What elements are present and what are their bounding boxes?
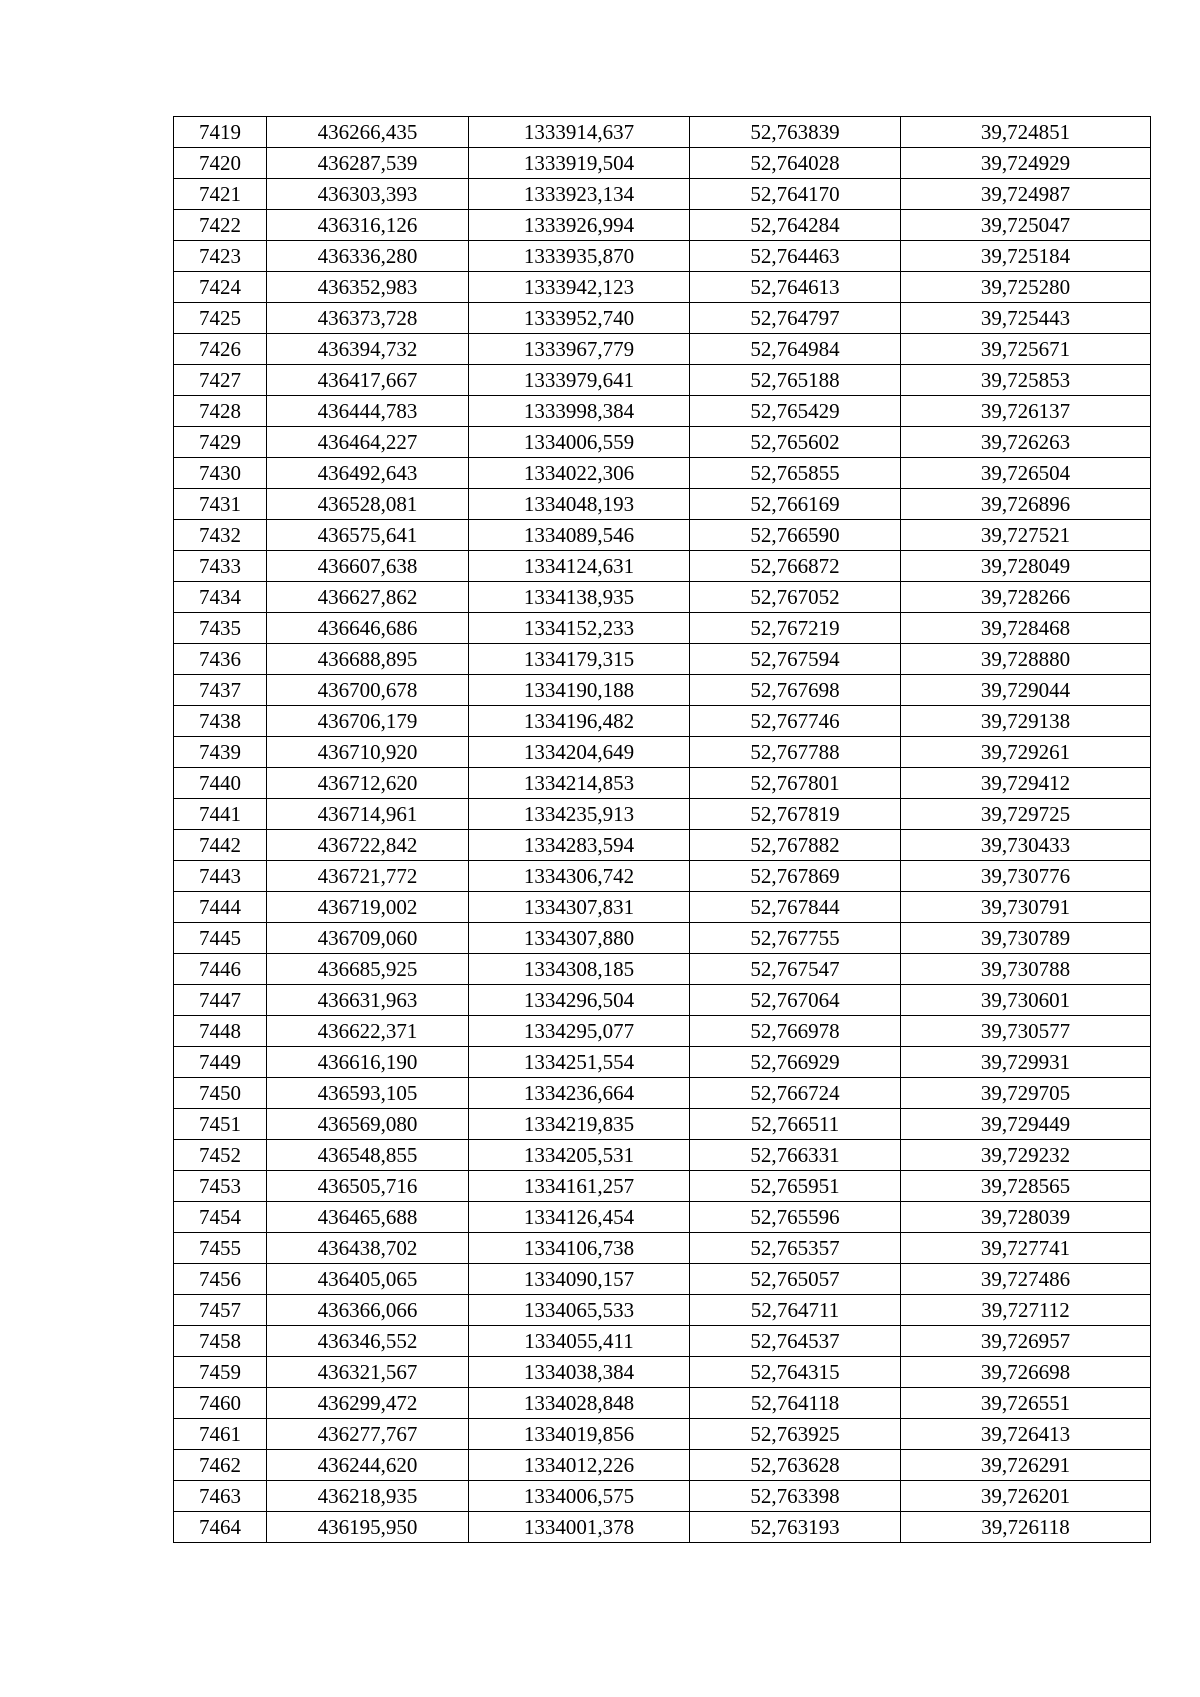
longitude-cell: 39,728039: [901, 1202, 1151, 1233]
longitude-cell: 39,726201: [901, 1481, 1151, 1512]
longitude-cell: 39,725671: [901, 334, 1151, 365]
latitude-cell: 52,766590: [690, 520, 901, 551]
x-coordinate-cell: 436287,539: [267, 148, 469, 179]
longitude-cell: 39,728266: [901, 582, 1151, 613]
latitude-cell: 52,767819: [690, 799, 901, 830]
y-coordinate-cell: 1334236,664: [469, 1078, 690, 1109]
x-coordinate-cell: 436465,688: [267, 1202, 469, 1233]
x-coordinate-cell: 436316,126: [267, 210, 469, 241]
point-number-cell: 7459: [174, 1357, 267, 1388]
table-row: [174, 458, 1151, 489]
x-coordinate-cell: 436417,667: [267, 365, 469, 396]
y-coordinate-cell: 1334152,233: [469, 613, 690, 644]
point-number-cell: 7422: [174, 210, 267, 241]
longitude-cell: 39,726118: [901, 1512, 1151, 1543]
coordinates-table: [173, 116, 1151, 1543]
latitude-cell: 52,764711: [690, 1295, 901, 1326]
table-row: [174, 210, 1151, 241]
longitude-cell: 39,726504: [901, 458, 1151, 489]
table-row: [174, 1481, 1151, 1512]
y-coordinate-cell: 1333952,740: [469, 303, 690, 334]
x-coordinate-cell: 436685,925: [267, 954, 469, 985]
point-number-cell: 7442: [174, 830, 267, 861]
longitude-cell: 39,725853: [901, 365, 1151, 396]
x-coordinate-cell: 436277,767: [267, 1419, 469, 1450]
x-coordinate-cell: 436622,371: [267, 1016, 469, 1047]
table-row: [174, 1450, 1151, 1481]
latitude-cell: 52,767755: [690, 923, 901, 954]
point-number-cell: 7430: [174, 458, 267, 489]
longitude-cell: 39,725280: [901, 272, 1151, 303]
latitude-cell: 52,764284: [690, 210, 901, 241]
table-row: [174, 1357, 1151, 1388]
table-row: [174, 1078, 1151, 1109]
latitude-cell: 52,764984: [690, 334, 901, 365]
y-coordinate-cell: 1334296,504: [469, 985, 690, 1016]
point-number-cell: 7455: [174, 1233, 267, 1264]
x-coordinate-cell: 436706,179: [267, 706, 469, 737]
longitude-cell: 39,730791: [901, 892, 1151, 923]
longitude-cell: 39,728880: [901, 644, 1151, 675]
point-number-cell: 7420: [174, 148, 267, 179]
table-row: [174, 954, 1151, 985]
y-coordinate-cell: 1334006,559: [469, 427, 690, 458]
x-coordinate-cell: 436464,227: [267, 427, 469, 458]
table-row: [174, 1512, 1151, 1543]
y-coordinate-cell: 1334012,226: [469, 1450, 690, 1481]
longitude-cell: 39,727486: [901, 1264, 1151, 1295]
x-coordinate-cell: 436346,552: [267, 1326, 469, 1357]
longitude-cell: 39,729725: [901, 799, 1151, 830]
table-row: [174, 334, 1151, 365]
y-coordinate-cell: 1334161,257: [469, 1171, 690, 1202]
y-coordinate-cell: 1334235,913: [469, 799, 690, 830]
point-number-cell: 7435: [174, 613, 267, 644]
latitude-cell: 52,763628: [690, 1450, 901, 1481]
table-row: [174, 861, 1151, 892]
table-row: [174, 427, 1151, 458]
table-row: [174, 892, 1151, 923]
y-coordinate-cell: 1334106,738: [469, 1233, 690, 1264]
table-row: [174, 1233, 1151, 1264]
latitude-cell: 52,767547: [690, 954, 901, 985]
table-row: [174, 644, 1151, 675]
point-number-cell: 7453: [174, 1171, 267, 1202]
y-coordinate-cell: 1334204,649: [469, 737, 690, 768]
y-coordinate-cell: 1333979,641: [469, 365, 690, 396]
latitude-cell: 52,765596: [690, 1202, 901, 1233]
x-coordinate-cell: 436719,002: [267, 892, 469, 923]
y-coordinate-cell: 1333967,779: [469, 334, 690, 365]
longitude-cell: 39,730601: [901, 985, 1151, 1016]
y-coordinate-cell: 1334295,077: [469, 1016, 690, 1047]
y-coordinate-cell: 1334126,454: [469, 1202, 690, 1233]
x-coordinate-cell: 436303,393: [267, 179, 469, 210]
table-row: [174, 737, 1151, 768]
point-number-cell: 7441: [174, 799, 267, 830]
y-coordinate-cell: 1334022,306: [469, 458, 690, 489]
point-number-cell: 7446: [174, 954, 267, 985]
table-row: [174, 582, 1151, 613]
point-number-cell: 7452: [174, 1140, 267, 1171]
table-row: [174, 520, 1151, 551]
latitude-cell: 52,766169: [690, 489, 901, 520]
x-coordinate-cell: 436722,842: [267, 830, 469, 861]
y-coordinate-cell: 1333942,123: [469, 272, 690, 303]
longitude-cell: 39,728565: [901, 1171, 1151, 1202]
table-row: [174, 1016, 1151, 1047]
y-coordinate-cell: 1334179,315: [469, 644, 690, 675]
longitude-cell: 39,727741: [901, 1233, 1151, 1264]
point-number-cell: 7443: [174, 861, 267, 892]
longitude-cell: 39,729449: [901, 1109, 1151, 1140]
point-number-cell: 7457: [174, 1295, 267, 1326]
x-coordinate-cell: 436710,920: [267, 737, 469, 768]
point-number-cell: 7445: [174, 923, 267, 954]
point-number-cell: 7429: [174, 427, 267, 458]
latitude-cell: 52,766872: [690, 551, 901, 582]
x-coordinate-cell: 436709,060: [267, 923, 469, 954]
longitude-cell: 39,729232: [901, 1140, 1151, 1171]
longitude-cell: 39,726551: [901, 1388, 1151, 1419]
x-coordinate-cell: 436366,066: [267, 1295, 469, 1326]
table-row: [174, 241, 1151, 272]
table-row: [174, 365, 1151, 396]
latitude-cell: 52,766331: [690, 1140, 901, 1171]
table-row: [174, 1140, 1151, 1171]
point-number-cell: 7440: [174, 768, 267, 799]
point-number-cell: 7421: [174, 179, 267, 210]
table-row: [174, 1388, 1151, 1419]
latitude-cell: 52,765057: [690, 1264, 901, 1295]
longitude-cell: 39,726291: [901, 1450, 1151, 1481]
latitude-cell: 52,764170: [690, 179, 901, 210]
y-coordinate-cell: 1334138,935: [469, 582, 690, 613]
x-coordinate-cell: 436244,620: [267, 1450, 469, 1481]
x-coordinate-cell: 436195,950: [267, 1512, 469, 1543]
longitude-cell: 39,726698: [901, 1357, 1151, 1388]
latitude-cell: 52,767698: [690, 675, 901, 706]
longitude-cell: 39,725184: [901, 241, 1151, 272]
x-coordinate-cell: 436394,732: [267, 334, 469, 365]
y-coordinate-cell: 1333998,384: [469, 396, 690, 427]
point-number-cell: 7464: [174, 1512, 267, 1543]
point-number-cell: 7451: [174, 1109, 267, 1140]
longitude-cell: 39,724851: [901, 117, 1151, 148]
latitude-cell: 52,764315: [690, 1357, 901, 1388]
table-row: [174, 551, 1151, 582]
y-coordinate-cell: 1334205,531: [469, 1140, 690, 1171]
latitude-cell: 52,764537: [690, 1326, 901, 1357]
y-coordinate-cell: 1334219,835: [469, 1109, 690, 1140]
x-coordinate-cell: 436505,716: [267, 1171, 469, 1202]
latitude-cell: 52,767788: [690, 737, 901, 768]
longitude-cell: 39,729138: [901, 706, 1151, 737]
table-row: [174, 799, 1151, 830]
longitude-cell: 39,729705: [901, 1078, 1151, 1109]
latitude-cell: 52,767801: [690, 768, 901, 799]
y-coordinate-cell: 1333919,504: [469, 148, 690, 179]
table-row: [174, 1047, 1151, 1078]
point-number-cell: 7448: [174, 1016, 267, 1047]
x-coordinate-cell: 436607,638: [267, 551, 469, 582]
table-row: [174, 303, 1151, 334]
longitude-cell: 39,726413: [901, 1419, 1151, 1450]
point-number-cell: 7450: [174, 1078, 267, 1109]
longitude-cell: 39,725047: [901, 210, 1151, 241]
point-number-cell: 7431: [174, 489, 267, 520]
latitude-cell: 52,765357: [690, 1233, 901, 1264]
table-row: [174, 706, 1151, 737]
latitude-cell: 52,765951: [690, 1171, 901, 1202]
latitude-cell: 52,767052: [690, 582, 901, 613]
table-row: [174, 1109, 1151, 1140]
y-coordinate-cell: 1334251,554: [469, 1047, 690, 1078]
longitude-cell: 39,727112: [901, 1295, 1151, 1326]
x-coordinate-cell: 436266,435: [267, 117, 469, 148]
longitude-cell: 39,724987: [901, 179, 1151, 210]
latitude-cell: 52,763398: [690, 1481, 901, 1512]
x-coordinate-cell: 436712,620: [267, 768, 469, 799]
point-number-cell: 7426: [174, 334, 267, 365]
x-coordinate-cell: 436616,190: [267, 1047, 469, 1078]
longitude-cell: 39,726137: [901, 396, 1151, 427]
x-coordinate-cell: 436492,643: [267, 458, 469, 489]
point-number-cell: 7462: [174, 1450, 267, 1481]
x-coordinate-cell: 436627,862: [267, 582, 469, 613]
longitude-cell: 39,726263: [901, 427, 1151, 458]
table-row: [174, 1295, 1151, 1326]
x-coordinate-cell: 436721,772: [267, 861, 469, 892]
latitude-cell: 52,764118: [690, 1388, 901, 1419]
latitude-cell: 52,764797: [690, 303, 901, 334]
x-coordinate-cell: 436218,935: [267, 1481, 469, 1512]
point-number-cell: 7449: [174, 1047, 267, 1078]
longitude-cell: 39,726957: [901, 1326, 1151, 1357]
longitude-cell: 39,730776: [901, 861, 1151, 892]
longitude-cell: 39,730789: [901, 923, 1151, 954]
table-row: [174, 768, 1151, 799]
longitude-cell: 39,729261: [901, 737, 1151, 768]
y-coordinate-cell: 1334306,742: [469, 861, 690, 892]
table-row: [174, 272, 1151, 303]
latitude-cell: 52,767219: [690, 613, 901, 644]
latitude-cell: 52,767844: [690, 892, 901, 923]
x-coordinate-cell: 436405,065: [267, 1264, 469, 1295]
table-row: [174, 179, 1151, 210]
latitude-cell: 52,766978: [690, 1016, 901, 1047]
point-number-cell: 7428: [174, 396, 267, 427]
point-number-cell: 7454: [174, 1202, 267, 1233]
y-coordinate-cell: 1334308,185: [469, 954, 690, 985]
y-coordinate-cell: 1334124,631: [469, 551, 690, 582]
y-coordinate-cell: 1334283,594: [469, 830, 690, 861]
x-coordinate-cell: 436631,963: [267, 985, 469, 1016]
x-coordinate-cell: 436548,855: [267, 1140, 469, 1171]
table-row: [174, 923, 1151, 954]
y-coordinate-cell: 1334214,853: [469, 768, 690, 799]
table-row: [174, 830, 1151, 861]
point-number-cell: 7437: [174, 675, 267, 706]
point-number-cell: 7444: [174, 892, 267, 923]
y-coordinate-cell: 1334065,533: [469, 1295, 690, 1326]
x-coordinate-cell: 436373,728: [267, 303, 469, 334]
x-coordinate-cell: 436438,702: [267, 1233, 469, 1264]
x-coordinate-cell: 436336,280: [267, 241, 469, 272]
y-coordinate-cell: 1334001,378: [469, 1512, 690, 1543]
latitude-cell: 52,767594: [690, 644, 901, 675]
table-row: [174, 1264, 1151, 1295]
x-coordinate-cell: 436700,678: [267, 675, 469, 706]
point-number-cell: 7423: [174, 241, 267, 272]
x-coordinate-cell: 436688,895: [267, 644, 469, 675]
y-coordinate-cell: 1334006,575: [469, 1481, 690, 1512]
longitude-cell: 39,727521: [901, 520, 1151, 551]
y-coordinate-cell: 1334090,157: [469, 1264, 690, 1295]
latitude-cell: 52,767746: [690, 706, 901, 737]
point-number-cell: 7419: [174, 117, 267, 148]
x-coordinate-cell: 436352,983: [267, 272, 469, 303]
y-coordinate-cell: 1333923,134: [469, 179, 690, 210]
point-number-cell: 7447: [174, 985, 267, 1016]
point-number-cell: 7439: [174, 737, 267, 768]
longitude-cell: 39,728468: [901, 613, 1151, 644]
y-coordinate-cell: 1334307,880: [469, 923, 690, 954]
latitude-cell: 52,767064: [690, 985, 901, 1016]
y-coordinate-cell: 1333914,637: [469, 117, 690, 148]
latitude-cell: 52,767882: [690, 830, 901, 861]
point-number-cell: 7436: [174, 644, 267, 675]
longitude-cell: 39,724929: [901, 148, 1151, 179]
point-number-cell: 7433: [174, 551, 267, 582]
longitude-cell: 39,730433: [901, 830, 1151, 861]
longitude-cell: 39,729412: [901, 768, 1151, 799]
y-coordinate-cell: 1334190,188: [469, 675, 690, 706]
longitude-cell: 39,730788: [901, 954, 1151, 985]
point-number-cell: 7434: [174, 582, 267, 613]
latitude-cell: 52,767869: [690, 861, 901, 892]
point-number-cell: 7463: [174, 1481, 267, 1512]
table-row: [174, 1171, 1151, 1202]
y-coordinate-cell: 1334089,546: [469, 520, 690, 551]
latitude-cell: 52,765602: [690, 427, 901, 458]
latitude-cell: 52,764028: [690, 148, 901, 179]
x-coordinate-cell: 436321,567: [267, 1357, 469, 1388]
y-coordinate-cell: 1334307,831: [469, 892, 690, 923]
longitude-cell: 39,730577: [901, 1016, 1151, 1047]
y-coordinate-cell: 1334196,482: [469, 706, 690, 737]
latitude-cell: 52,764613: [690, 272, 901, 303]
table-row: [174, 675, 1151, 706]
table-row: [174, 117, 1151, 148]
x-coordinate-cell: 436646,686: [267, 613, 469, 644]
point-number-cell: 7461: [174, 1419, 267, 1450]
point-number-cell: 7427: [174, 365, 267, 396]
longitude-cell: 39,729044: [901, 675, 1151, 706]
y-coordinate-cell: 1334048,193: [469, 489, 690, 520]
x-coordinate-cell: 436593,105: [267, 1078, 469, 1109]
latitude-cell: 52,765429: [690, 396, 901, 427]
y-coordinate-cell: 1333926,994: [469, 210, 690, 241]
point-number-cell: 7425: [174, 303, 267, 334]
x-coordinate-cell: 436444,783: [267, 396, 469, 427]
x-coordinate-cell: 436569,080: [267, 1109, 469, 1140]
x-coordinate-cell: 436575,641: [267, 520, 469, 551]
latitude-cell: 52,765855: [690, 458, 901, 489]
latitude-cell: 52,763925: [690, 1419, 901, 1450]
table-row: [174, 613, 1151, 644]
table-row: [174, 489, 1151, 520]
latitude-cell: 52,766929: [690, 1047, 901, 1078]
longitude-cell: 39,725443: [901, 303, 1151, 334]
y-coordinate-cell: 1333935,870: [469, 241, 690, 272]
point-number-cell: 7458: [174, 1326, 267, 1357]
x-coordinate-cell: 436299,472: [267, 1388, 469, 1419]
longitude-cell: 39,726896: [901, 489, 1151, 520]
latitude-cell: 52,765188: [690, 365, 901, 396]
point-number-cell: 7424: [174, 272, 267, 303]
point-number-cell: 7438: [174, 706, 267, 737]
table-row: [174, 1419, 1151, 1450]
latitude-cell: 52,764463: [690, 241, 901, 272]
longitude-cell: 39,729931: [901, 1047, 1151, 1078]
y-coordinate-cell: 1334019,856: [469, 1419, 690, 1450]
y-coordinate-cell: 1334028,848: [469, 1388, 690, 1419]
table-row: [174, 148, 1151, 179]
y-coordinate-cell: 1334038,384: [469, 1357, 690, 1388]
point-number-cell: 7432: [174, 520, 267, 551]
latitude-cell: 52,763193: [690, 1512, 901, 1543]
table-row: [174, 1202, 1151, 1233]
latitude-cell: 52,766511: [690, 1109, 901, 1140]
table-row: [174, 1326, 1151, 1357]
y-coordinate-cell: 1334055,411: [469, 1326, 690, 1357]
latitude-cell: 52,763839: [690, 117, 901, 148]
latitude-cell: 52,766724: [690, 1078, 901, 1109]
table-row: [174, 396, 1151, 427]
point-number-cell: 7456: [174, 1264, 267, 1295]
table-row: [174, 985, 1151, 1016]
coordinates-table-body: [174, 117, 1151, 1543]
point-number-cell: 7460: [174, 1388, 267, 1419]
x-coordinate-cell: 436528,081: [267, 489, 469, 520]
x-coordinate-cell: 436714,961: [267, 799, 469, 830]
longitude-cell: 39,728049: [901, 551, 1151, 582]
